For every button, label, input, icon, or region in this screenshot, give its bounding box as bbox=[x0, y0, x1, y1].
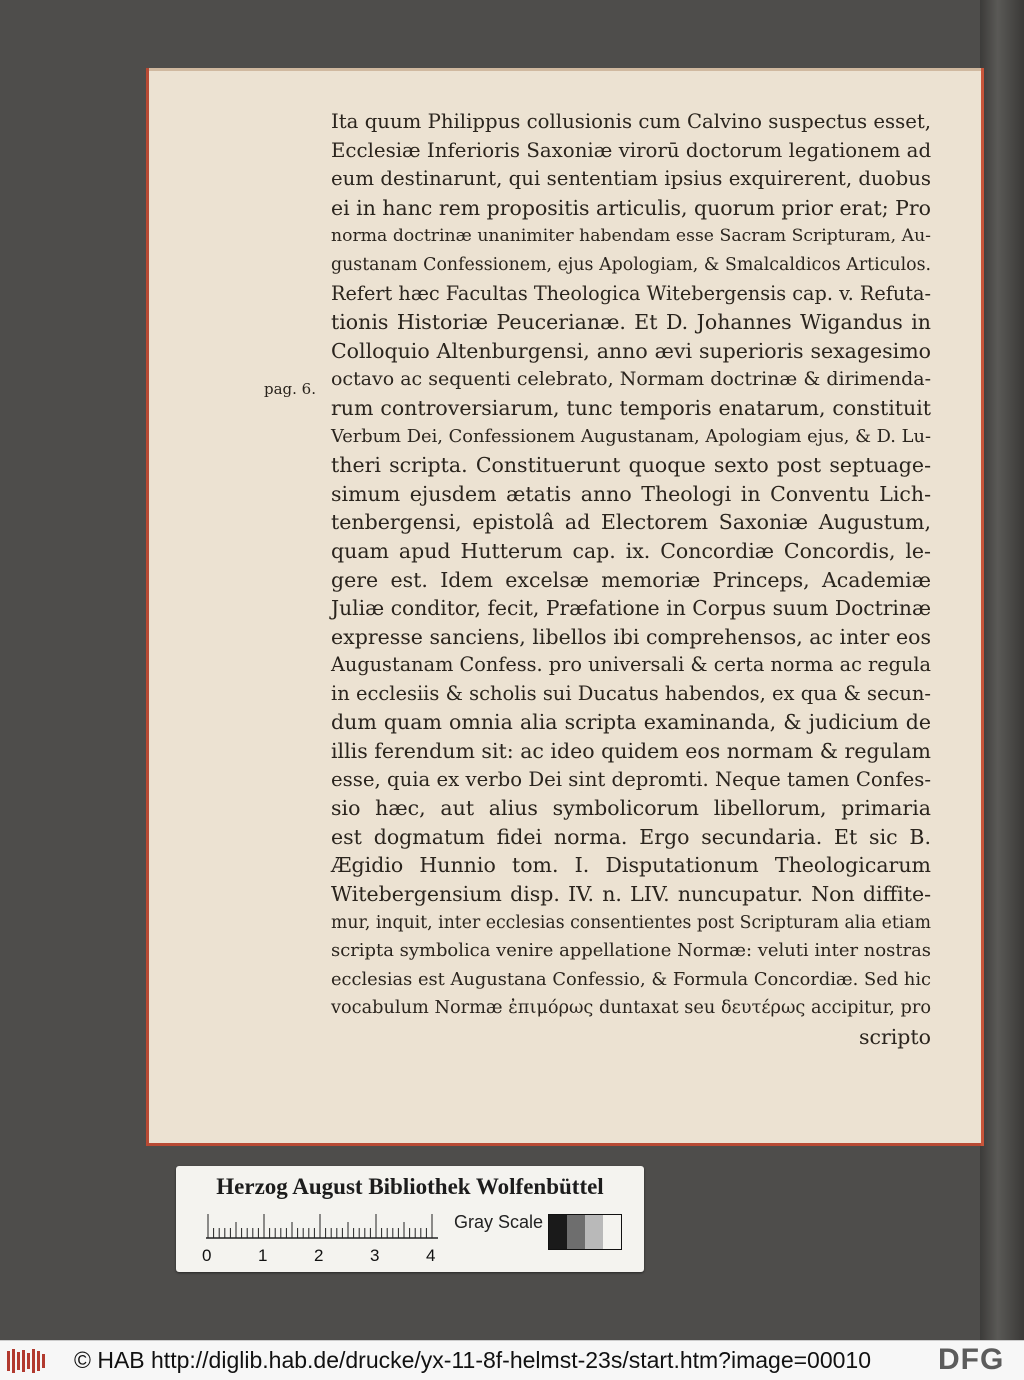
text-line: Witebergensium disp. IV. n. LIV. nuncupatur. Non diffite- bbox=[331, 882, 931, 907]
margin-note: pag. 6. bbox=[264, 380, 316, 398]
text-line: Colloquio Altenburgensi, anno ævi superioris sexagesimo bbox=[331, 338, 931, 363]
text-line: gere est. Idem excelsæ memoriæ Princeps, Academiæ bbox=[331, 567, 931, 592]
text-line: Juliæ conditor, fecit, Præfatione in Corpus suum Doctrinæ bbox=[331, 596, 931, 621]
text-line: scripto bbox=[858, 1025, 931, 1049]
document-page bbox=[146, 68, 984, 1146]
text-line: esse, quia ex verbo Dei sint depromti. Neque tamen Confes- bbox=[331, 767, 932, 791]
color-scale-card bbox=[176, 1166, 644, 1272]
text-line: quam apud Hutterum cap. ix. Concordiæ Concordis, le- bbox=[331, 538, 931, 563]
text-line: tenbergensi, epistolâ ad Electorem Saxoniæ Augustum, bbox=[331, 510, 931, 535]
book-spine bbox=[980, 0, 1024, 1340]
dfg-logo: DFG bbox=[938, 1343, 1005, 1376]
ruler-number: 2 bbox=[314, 1246, 324, 1265]
text-line: Augustanam Confess. pro universali & certa norma ac regula bbox=[331, 653, 931, 677]
text-line: dum quam omnia alia scripta examinanda, & judicium de bbox=[331, 710, 931, 735]
text-line: expresse sanciens, libellos ibi comprehensos, ac inter eos bbox=[331, 624, 931, 649]
text-line: simum ejusdem ætatis anno Theologi in Conventu Lich- bbox=[331, 481, 931, 506]
library-name: Herzog August Bibliothek Wolfenbüttel bbox=[216, 1174, 604, 1199]
ruler-number: 1 bbox=[258, 1246, 268, 1265]
footer-bar bbox=[0, 1340, 1024, 1380]
text-line: ecclesias est Augustana Confessio, & Formula Concordiæ. Sed hic bbox=[331, 968, 931, 990]
text-line: Verbum Dei, Confessionem Augustanam, Apologiam ejus, & D. Lu- bbox=[331, 425, 931, 447]
ruler-number: 0 bbox=[202, 1246, 212, 1265]
hab-logo-icon bbox=[6, 1348, 48, 1374]
text-line: gustanam Confessionem, ejus Apologiam, & Smalcaldicos Articulos. bbox=[331, 254, 931, 275]
ruler-number: 3 bbox=[370, 1246, 380, 1265]
text-line: Ita quum Philippus collusionis cum Calvino suspectus esset, bbox=[331, 110, 931, 133]
text-line: theri scripta. Constituerunt quoque sexto post septuage- bbox=[331, 453, 931, 478]
ruler-icon bbox=[206, 1212, 438, 1240]
ruler-number: 4 bbox=[426, 1246, 436, 1265]
gray-swatch bbox=[603, 1215, 621, 1249]
text-line: sio hæc, aut alius symbolicorum libellorum, primaria bbox=[331, 796, 931, 821]
text-line: norma doctrinæ unanimiter habendam esse Sacram Scripturam, Au- bbox=[331, 226, 931, 247]
copyright-url[interactable]: © HAB http://diglib.hab.de/drucke/yx-11-8f-helmst-23s/start.htm?image=00010 bbox=[74, 1347, 872, 1373]
gray-scale-swatches bbox=[548, 1214, 622, 1250]
text-line: octavo ac sequenti celebrato, Normam doctrinæ & dirimenda- bbox=[331, 368, 931, 391]
text-line: mur, inquit, inter ecclesias consentientes post Scripturam alia etiam bbox=[331, 912, 931, 933]
text-line: Ecclesiæ Inferioris Saxoniæ virorū doctorum legationem ad bbox=[331, 138, 932, 162]
page-text bbox=[331, 108, 931, 1052]
text-line: scripta symbolica venire appellatione Normæ: veluti inter nostras bbox=[331, 940, 931, 962]
text-line: rum controversiarum, tunc temporis enatarum, constituit bbox=[331, 395, 931, 420]
text-line: illis ferendum sit: ac ideo quidem eos normam & regulam bbox=[331, 739, 931, 764]
gray-swatch bbox=[585, 1215, 603, 1249]
text-line: tionis Historiæ Peucerianæ. Et D. Johannes Wigandus in bbox=[331, 310, 931, 335]
text-line: ei in hanc rem propositis articulis, quorum prior erat; Pro bbox=[331, 195, 931, 220]
text-line: Ægidio Hunnio tom. I. Disputationum Theologicarum bbox=[331, 853, 931, 878]
text-line: Refert hæc Facultas Theologica Witebergensis cap. v. Refuta- bbox=[331, 281, 931, 305]
gray-scale-label: Gray Scale bbox=[454, 1212, 544, 1232]
text-line: in ecclesiis & scholis sui Ducatus habendos, ex qua & secun- bbox=[331, 681, 931, 705]
gray-swatch bbox=[567, 1215, 585, 1249]
text-line: eum destinarunt, qui sententiam ipsius exquirerent, duobus bbox=[331, 167, 931, 191]
text-line: est dogmatum fidei norma. Ergo secundaria. Et sic B. bbox=[331, 824, 931, 849]
text-line: vocabulum Normæ ἐπιμόρως duntaxat seu δευτέρως accipitur, pro bbox=[331, 998, 931, 1019]
gray-swatch bbox=[549, 1215, 567, 1249]
